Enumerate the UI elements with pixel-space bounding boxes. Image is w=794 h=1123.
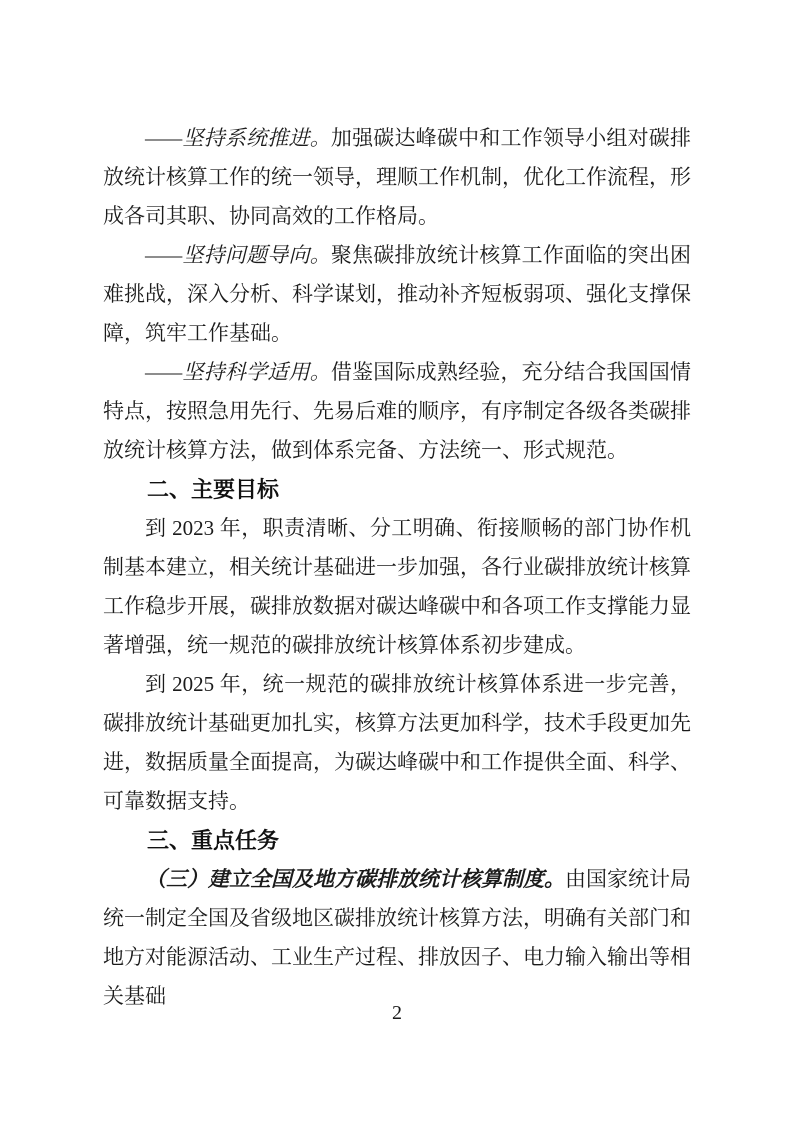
document-content xyxy=(103,119,691,1016)
guideline-lead: ——坚持科学适用。 xyxy=(145,360,331,384)
guideline-paragraph-problem-oriented xyxy=(103,236,691,353)
guideline-body: 借鉴国际成熟经验，充分结合我国国情特点，按照急用先行、先易后难的顺序，有序制定各级各类碳排放统计核算方法，做到体系完备、方法统一、形式规范。 xyxy=(103,360,691,462)
guideline-paragraph-system-advance xyxy=(103,119,691,236)
guideline-lead: ——坚持系统推进。 xyxy=(145,126,331,150)
page-number: 2 xyxy=(392,1002,402,1024)
section-heading-key-tasks: 三、重点任务 xyxy=(147,828,280,853)
task-paragraph-accounting-system xyxy=(103,860,691,1016)
page-footer xyxy=(0,996,794,1030)
guideline-paragraph-scientific-applicable xyxy=(103,353,691,470)
goal-paragraph-2025: 到 2025 年，统一规范的碳排放统计核算体系进一步完善，碳排放统计基础更加扎实，核算方法更加科学，技术手段更加先进，数据质量全面提高，为碳达峰碳中和工作提供全面、科学、可靠数据支持。 xyxy=(103,672,691,813)
guideline-body: 加强碳达峰碳中和工作领导小组对碳排放统计核算工作的统一领导，理顺工作机制，优化工作流程，形成各司其职、协同高效的工作格局。 xyxy=(103,126,691,228)
goal-paragraph-2023: 到 2023 年，职责清晰、分工明确、衔接顺畅的部门协作机制基本建立，相关统计基础进一步加强，各行业碳排放统计核算工作稳步开展，碳排放数据对碳达峰碳中和各项工作支撑能力显著增强，统一规范的碳排放统计核算体系初步建成。 xyxy=(103,516,691,657)
guideline-body: 聚焦碳排放统计核算工作面临的突出困难挑战，深入分析、科学谋划，推动补齐短板弱项、强化支撑保障，筑牢工作基础。 xyxy=(103,243,691,345)
task-lead: （三）建立全国及地方碳排放统计核算制度。 xyxy=(145,867,565,891)
task-body: 由国家统计局统一制定全国及省级地区碳排放统计核算方法，明确有关部门和地方对能源活动、工业生产过程、排放因子、电力输入输出等相关基础 xyxy=(103,867,691,1008)
guideline-lead: ——坚持问题导向。 xyxy=(145,243,331,267)
section-heading-main-goals: 二、主要目标 xyxy=(147,477,280,502)
